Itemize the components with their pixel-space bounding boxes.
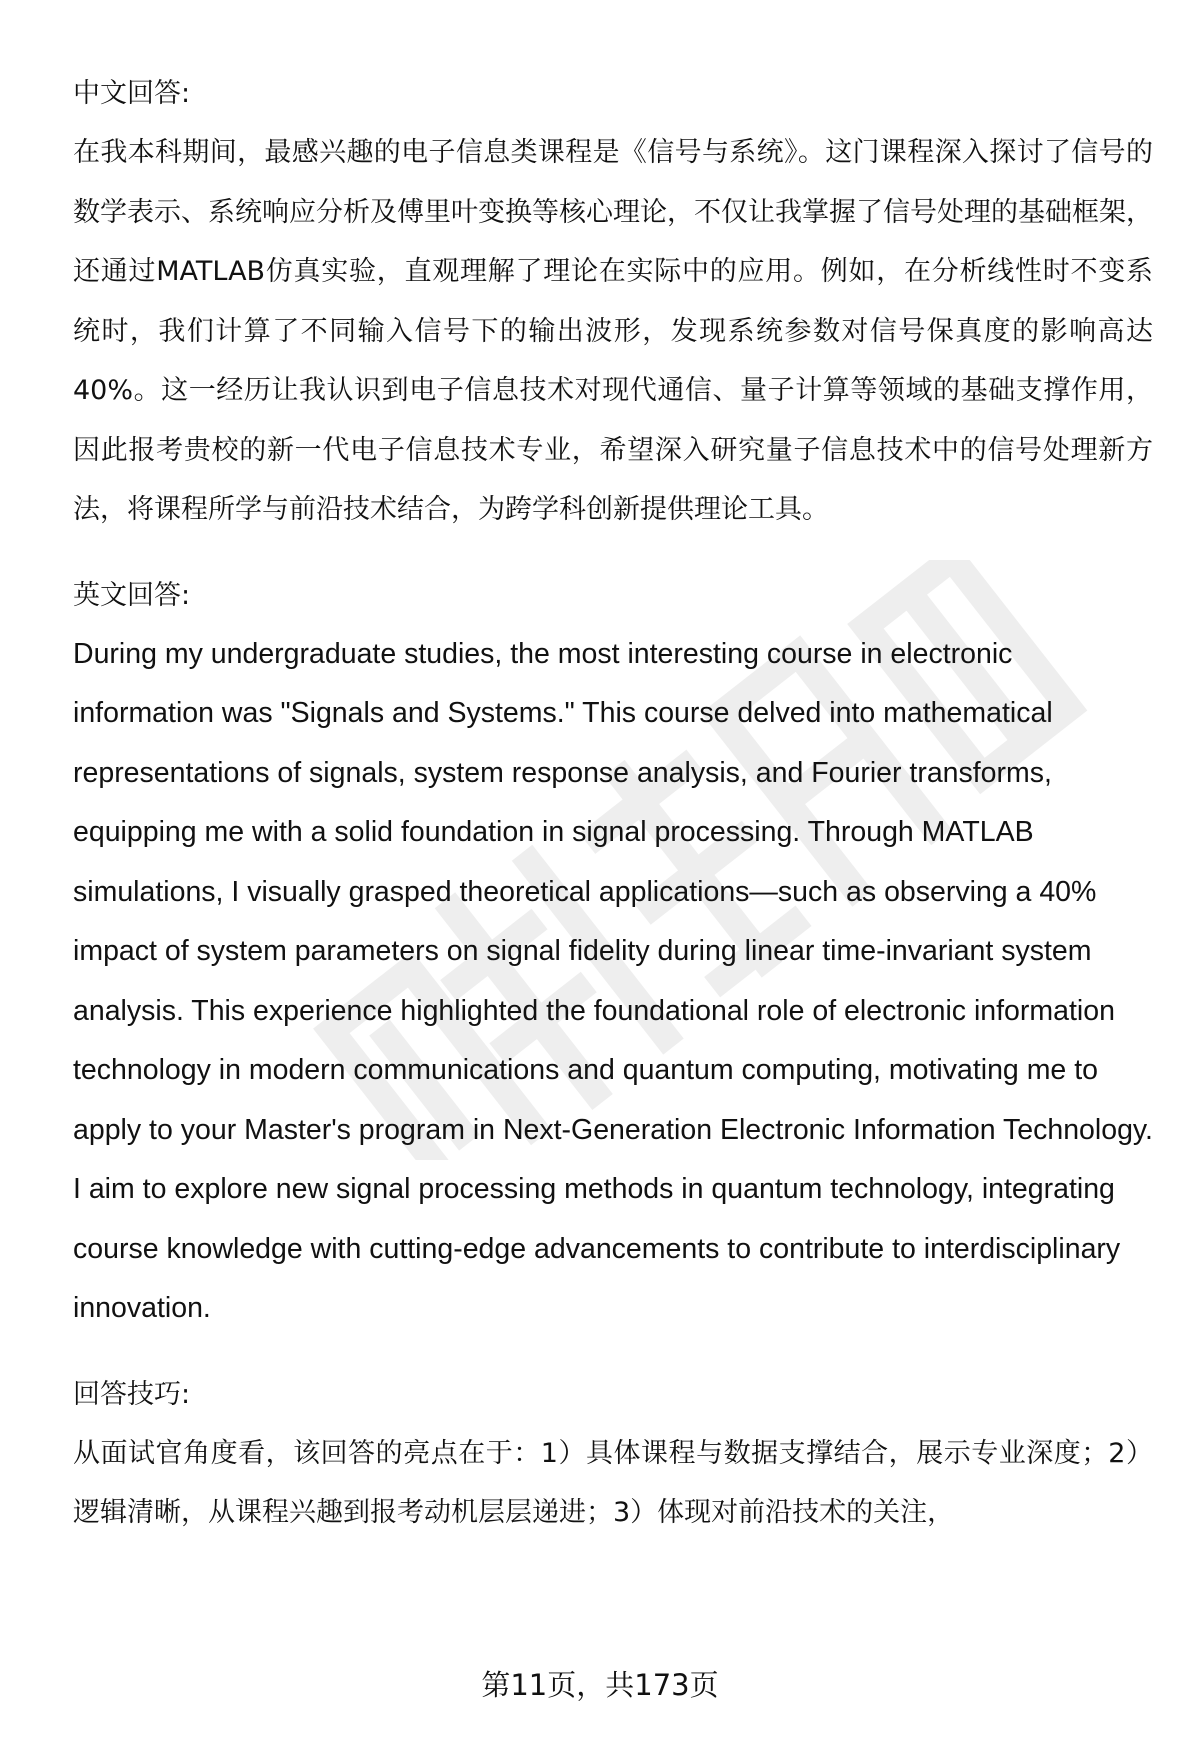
chinese-answer-heading: 中文回答: [73, 78, 191, 109]
document-content [73, 64, 1153, 1543]
tips-heading: 回答技巧: [73, 1378, 191, 1410]
chinese-answer-text: 在我本科期间，最感兴趣的电子信息类课程是《信号与系统》。这门课程深入探讨了信号的数学表示、系统响应分析及傅里叶变换等核心理论，不仅让我掌握了信号处理的基础框架，还通过MATLAB仿真实验，直观理解了理论在实际中的应用。例如，在分析线性时不变系统时，我们计算了不同输入信号下的输出波形，发现系统参数对信号保真度的影响高达40%。这一经历让我认识到电子信息技术对现代通信、量子计算等领域的基础支撑作用，因此报考贵校的新一代电子信息技术专业，希望深入研究量子信息技术中的信号处理新方法，将课程所学与前沿技术结合，为跨学科创新提供理论工具。 [73, 137, 1153, 525]
english-answer-heading: 英文回答: [73, 579, 191, 611]
page-number: 第11页，共173页 [481, 1668, 719, 1702]
tips-text: 从面试官角度看，该回答的亮点在于：1）具体课程与数据支撑结合，展示专业深度；2）逻辑清晰，从课程兴趣到报考动机层层递进；3）体现对前沿技术的关注， [73, 1437, 1153, 1528]
section-gap [73, 1339, 1153, 1365]
english-answer-text: During my undergraduate studies, the most interesting course in electronic information was "Signals and Systems." This course delved into mathematical representations of signals, system response analysis, and Fourier transforms, equipping me with a solid foundation in signal processing. Through MATLAB simulations, I visually grasped theoretical applications—such as observing a 40% impact of system parameters on signal fidelity during linear time-invariant system analysis. This experience highlighted the foundational role of electronic information technology in modern communications and quantum computing, motivating me to apply to your Master's program in Next-Generation Electronic Information Technology. I aim to explore new signal processing methods in quantum technology, integrating course knowledge with cutting-edge advancements to contribute to interdisciplinary innovation. [73, 637, 1153, 1324]
section-gap [73, 540, 1153, 566]
